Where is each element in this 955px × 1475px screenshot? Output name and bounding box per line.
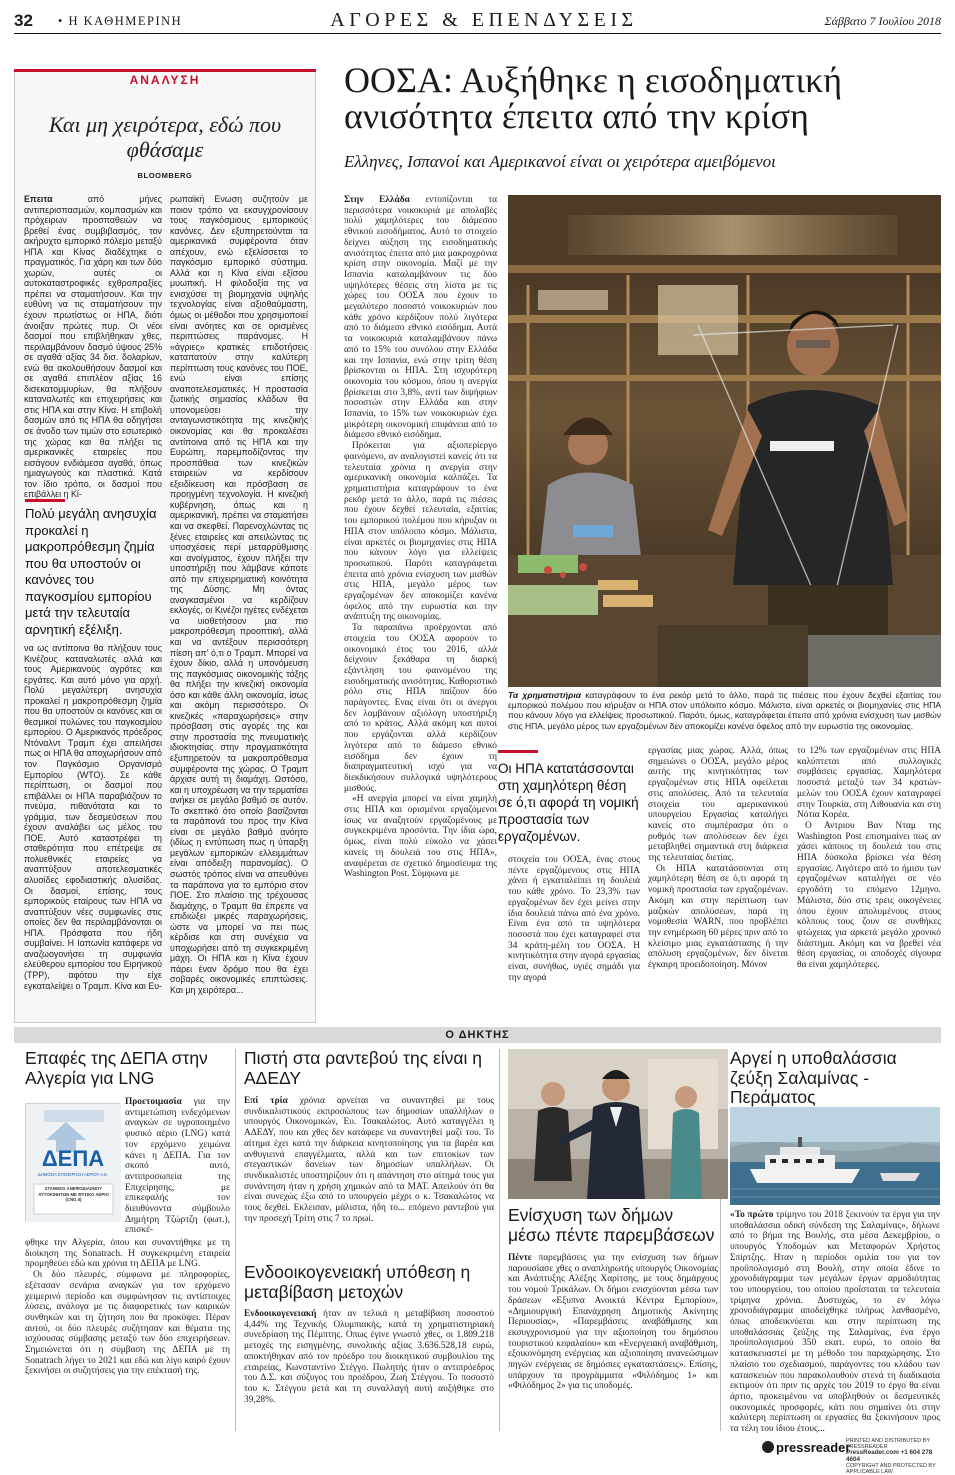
analysis-column-1b xyxy=(24,643,162,1017)
article-column-4-paragraph: το 12% των εργαζομένων στις ΗΠΑ καλύπτεται από συλλογικές συμβάσεις εργασίας. Χαμηλότερα ποσοστά μεταξύ των 34 κρατών-μελών του ΟΟΣΑ έχουν καταγραφεί στην Τουρκία, στη Λιθουανία και στη Νότια Κορέα. xyxy=(797,746,941,821)
depa-logo-text: ΔΕΠΑ xyxy=(41,1146,105,1171)
depa-headline: Επαφές της ΔΕΠΑ στην Αλγερία για LNG xyxy=(25,1048,208,1088)
analysis-lead-word: Επειτα xyxy=(24,194,53,204)
article-column-3-paragraph: Οι ΗΠΑ κατατάσσονται στη χαμηλότερη θέση σε ό,τι αφορά τη νομική προστασία των εργαζομένων. Ακόμη και στην περίπτωση των μαζικών απολύσεων, παρά τη νομοθεσία WARN, που προβλέπει την ενημέρωση 60 μέρες πριν από το κλείσιμο μιας εγκατάστασης ή την απόλυση εργαζομένων, δεν δίνεται έγκαιρη προειδοποίηση. Μόνον xyxy=(648,863,788,971)
depa-lead: Προετοιμασία xyxy=(125,1097,182,1107)
article-pullquote: Οι ΗΠΑ κατατάσσονται στη χαμηλότερη θέση σε ό,τι αφορά τη νομική προστασία των εργαζομένων. xyxy=(498,761,639,844)
salamina-text xyxy=(730,1210,940,1435)
pullquote-rule xyxy=(25,499,65,502)
analysis-source: BLOOMBERG xyxy=(137,171,193,180)
pressreader-notice: PRINTED AND DISTRIBUTED BY PRESSREADER PressReader.com +1 604 278 4604 COPYRIGHT AND PROTECTED BY APPLICABLE LAW xyxy=(846,1438,936,1475)
analysis-label: ΑΝΑΛΥΣΗ xyxy=(129,73,201,87)
dimoi-headline: Ενίσχυση των δήμων μέσω πέντε παρεμβάσεων xyxy=(508,1205,715,1245)
analysis-top-rule xyxy=(14,69,316,72)
article-column-3 xyxy=(648,746,788,1017)
dimoi-text xyxy=(508,1253,718,1431)
dimoi-body: παρεμβάσεις για την ενίσχυση των δήμων παρουσίασε χθες ο αναπληρωτής υπουργός Οικονομίας και Ανάπτυξης Αλέξης Χαρίτσης, με τους δημάρχους του νομού Τρικάλων. Οι δήμοι ενισχύονται μέσω των δράσεων «Εξυπνα Ανοικτά Κέντρα Εμπορίου», «Δημιουργική Επανάχρηση Δημοτικής Ακίνητης Περιουσίας», «Παρεμβάσεις αναβάθμισης και εκσυγχρονισμού για την αξιοποίηση του δημόσιου τουριστικού κεφαλαίου» και «Ενεργειακή αναβάθμιση, εξοικονόμηση ενέργειας και αξιοποίηση ανανεώσιμων πηγών ενέργειας σε δημόσιες εγκαταστάσεις». Επίσης, υπάρχουν τα προγράμματα «Φιλόδημος 1» και «Φιλόδημος 2» για τις υποδομές. xyxy=(508,1253,718,1392)
depa-text-column-b xyxy=(25,1238,230,1431)
adedy-text xyxy=(244,1096,494,1240)
adedy-lead: Επί τρία xyxy=(244,1096,288,1106)
depa-text-a: για την αντιμετώπιση ενδεχόμενων αναγκών σε υγροποιημένο φυσικό αέριο (LNG) κατά τον ερχόμενο χειμώνα κάνει η ΔΕΠΑ. Για τον σκοπό αυτό, αντιπροσωπεία της Επιχείρησης, με επικεφαλής τον διευθύνοντα σύμβουλο Δημήτρη Τζώρτζη (φωτ.), επισκέ- xyxy=(125,1097,230,1236)
newspaper-name: • Η ΚΑΘΗΜΕΡΙΝΗ xyxy=(58,14,183,28)
analysis-text-1: από μήνες αντιπερισπασμών, κομπασμών και πρόχειρων προσπαθειών να βρεθεί ένας συμβιβασμός, τον ακήρυχτο εμπορικό πόλεμο μεταξύ ΗΠΑ και Κίνας διαδέχτηκε ο πραγματικός. Για χάρη και των δύο χωρών, αυτές οι αυτοκαταστροφικές εχθροπραξίες πρέπει να σταματήσουν. Και την ευθύνη να τις σταματήσουν την έχουν πρωτίστως οι ΗΠΑ, διότι άνοιξαν πρώτες πυρ. Οι νέοι δασμοί που επιβλήθηκαν χθες, περιλαμβάνουν δασμό ύψους 25% σε αγαθά αξίας 34 δισ. δολαρίων, ενώ θα ακολουθήσουν δασμοί και σε αγαθά επιπλέον αξίας 16 δισεκατομμυρίων, θα πλήξουν καταναλωτές και επιχειρήσεις και στις ΗΠΑ και στην Κίνα. Η επιβολή δασμών από τις ΗΠΑ θα οδηγήσει σε άνοδο των τιμών στο εσωτερικό της χώρας και θα πλήξει τις αμερικανικές εταιρείες που εισάγουν ενδιάμεσα αγαθά, όπως ημιαγωγούς και πλαστικά. Κατά τον ίδιο τρόπο, οι δασμοί που επιβάλλει η Κί- xyxy=(24,194,162,500)
pressreader-logo: pressreader xyxy=(762,1440,850,1455)
caption-lead: Τα χρηματιστήρια xyxy=(508,690,581,700)
article-column-4 xyxy=(797,746,941,1017)
depa-station-text: ΣΤΑΘΜΟΣ ΑΝΕΦΟΔΙΑΣΜΟΥ ΑΥΤΟΚΙΝΗΤΩΝ ΜΕ ΦΥΣΙΚΟ ΑΕΡΙΟ (CNG II) xyxy=(38,1186,109,1203)
issue-date: Σάββατο 7 Ιουλίου 2018 xyxy=(824,14,941,28)
analysis-column-2 xyxy=(170,194,308,1017)
article-pullquote-rule xyxy=(498,750,538,753)
analysis-column-1 xyxy=(24,194,162,500)
depa-logo xyxy=(25,1103,120,1221)
metoxes-body: ήταν αν τελικά η μεταβίβαση ποσοστού 4,44% της Τεχνικής Ολυμπιακής, κατά τη χρηματιστηριακή συνεδρίαση της Πέμπτης. Οπως έγινε γνωστό χθες, οι 1.809.218 μετοχές της εισηγμένης, συνολικής αξίας 3.636.528,18 ευρώ, αποκτήθηκαν από τον πρόεδρο του διοικητικού συμβουλίου της εταιρείας, Κωνσταντίνο Στέγγο. Πωλητής ήταν ο αντιπρόεδρος του Δ.Σ. και σύζυγος του προέδρου, Ζωή Στέγγου. Το ποσοστό του κ. Στέγγου μετά και τη συναλλαγή αυτή αυξήθηκε στο 39,28%. xyxy=(244,1309,494,1405)
adedy-headline: Πιστή στα ραντεβού της είναι η ΑΔΕΔΥ xyxy=(244,1048,483,1088)
factory-worker-photo xyxy=(508,195,941,687)
dimoi-lead: Πέντε xyxy=(508,1253,532,1263)
analysis-pullquote: Πολύ μεγάλη ανησυχία προκαλεί η μακροπρόθεσμη ζημία που θα υποστούν οι κανόνες του παγκοσμίου εμπορίου μετά την τελευταία αρνητική εξέλιξη. xyxy=(25,506,157,637)
depa-column-b-paragraph: φθηκε την Αλγερία, όπου και συναντήθηκε με τη διοίκηση της Sonatrach. Η συγκεκριμένη εταιρεία προμηθεύει εδώ και χρόνια τη ΔΕΠΑ με LNG. xyxy=(25,1238,230,1270)
article-column-1-paragraph: Στην Ελλάδα εντοπίζονται τα περισσότερα νοικοκυριά με απολαβές πολύ χαμηλότερες του διάμεσου εθνικού εισοδήματος. Αυτό το στοιχείο δείχνει αύξηση της εισοδηματικής ανισότητας έπειτα από μια μακροχρόνια κρίση στην οικονομία. Μαζί με την Ισπανία καταλαμβάνουν τις δύο υψηλότερες θέσεις στη λίστα με τις χώρες του ΟΟΣΑ που έχουν το μεγαλύτερο ποσοστό νοικοκυριών που κάθε χρόνο κερδίζουν πολύ λιγότερα από το διάμεσο εθνικό εισόδημα. Αυτά τα νοικοκυριά καταλαμβάνουν πάνω από το 15% του συνόλου στην Ελλάδα και την Ισπανία, ενώ στην τρίτη θέση βρίσκονται οι ΗΠΑ. Στη ισχυρότερη οικονομία του κόσμου, όπου η ανεργία βρίσκεται στο 3,8%, αντί των διψήφιων ποσοστών στην Ελλάδα και στην Ισπανία, το 15% των νοικοκυριών έχει μικρότερη οικονομική επιφάνεια από το διάμεσο εθνικό εισόδημα. xyxy=(344,195,497,441)
article-subtitle: Ελληνες, Ισπανοί και Αμερικανοί είναι οι χειρότερα αμειβόμενοι xyxy=(344,152,776,171)
salamina-headline: Αργεί η υποθαλάσσια ζεύξη Σαλαμίνας - Περάματος xyxy=(730,1048,897,1107)
article-headline: ΟΟΣΑ: Αυξήθηκε η εισοδηματική ανισότητα έπειτα από την κρίση xyxy=(344,60,843,136)
minister-photo xyxy=(508,1049,728,1199)
masthead xyxy=(14,8,941,34)
depa-logo-sub: ΔΗΜΟΣΙΑ ΕΠΙΧΕΙΡΗΣΗ ΑΕΡΙΟΥ Α.Ε. xyxy=(37,1172,109,1177)
salamina-text-a: τρίμηνο του 2018 ξεκινούν τα έργα για την υποθαλάσσια οδική σύνδεση της Σαλαμίνας», δήλωνε από το βήμα της Βουλής, στα μέσα Δεκεμβρίου, ο υπουργός Υποδομών και Μεταφορών Χρήστος Σπίρτζης. Ηταν η περίοδοι ομιλία του για τον προϋπολογισμό στη Βουλή, στην xyxy=(730,1210,940,1274)
article-column-1-paragraph: Πρόκειται για αξιοπερίεργο φαινόμενο, αν αναλογιστεί κανείς ότι τα τελευταία χρόνια η ανεργία στην αμερικανική οικονομία καλπάζει. Τα χρηματιστήρια καταγράφουν το ένα ρεκόρ μετά το άλλο, παρά τις πιέσεις που έχουν δεχθεί τελευταία, εξαιτίας του εμπορικού πολέμου που κήρυξαν οι ΗΠΑ στον υπόλοιπο κόσμο. Μάλιστα, είναι αρκετές οι βιομηχανίες στις ΗΠΑ που κάνουν λόγο για ελλείψεις προσωπικού. Παρότι καταγράφεται έπειτα από χρόνια ενίσχυση των μισθών στις ΗΠΑ, μεγάλο μέρος των εργαζομένων δεν αποκομίζει κανένα όφελος από την ευρωστία και την ανάπτυξη της οικονομίας. xyxy=(344,441,497,623)
dikths-label: Ο ΔΗΚΤΗΣ xyxy=(445,1029,510,1041)
depa-text-column-a xyxy=(125,1097,230,1237)
metoxes-headline: Ενδοοικογενειακή υπόθεση η μεταβίβαση μετοχών xyxy=(244,1262,471,1302)
metoxes-lead: Ενδοοικογενειακή xyxy=(244,1309,317,1319)
article-column-2 xyxy=(508,855,640,1017)
article-column-1-lead: Στην Ελλάδα xyxy=(344,195,410,205)
salamina-lead: «Το πρώτο xyxy=(730,1210,774,1220)
analysis-text-1b: να ως αντίποινα θα πλήξουν τους Κινέζους καταναλωτές αλλά και τους Αμερικανούς αγρότες και εργάτες. Και αυτό μόνο για αρχή. Πολύ μεγαλύτερη ανησυχία προκαλεί η μακροπρόθεσμη ζημία που θα υποστούν οι κανόνες και οι θεσμικοί πυλώνες του παγκοσμίου εμπορίου. Ο Αμερικανός πρόεδρος Ντόναλντ Τραμπ έχει απειλήσει πως οι ΗΠΑ θα αποχωρήσουν από τον Παγκόσμιο Οργανισμό Εμπορίου (WTO). Σε κάθε περίπτωση, οι δασμοί που επιβάλλει οι ΗΠΑ παραβιάζουν το πνεύμα, πιθανότατα και το γράμμα, των δεσμεύσεων που έχουν αναλάβει ως μέλος του ΠΟΕ. Αυτό καταστρέφει τη σταθερότητα που επέτρεψε σε πολυεθνικές εταιρείες να αναπτύξουν αποτελεσματικές αλυσίδες εφοδιαστικής αλυσίδας. Οι δασμοί, επίσης, τους εμπορικούς εταίρους των ΗΠΑ να αναπτύξουν νέες συμφωνίες στις οποίες δεν θα περιλαμβάνονται οι ΗΠΑ. Πρόσφατα που ήδη συμβαίνει. Η Ιαπωνία κατάφερε να αναζωογονήσει τη συμφωνία ελεύθερου εμπορίου του Ειρηνικού (TPP), αφότου την είχε εγκαταλείψει ο Τραμπ. Κίνα και Ευ- xyxy=(24,643,163,991)
salamina-text-b: οποία έδινε το χρονοδιάγραμμα των μεγάλων έργων αρμοδιότητας του υπουργείου, του οποίου προΐσταται τα τελευταία τρίμηνα χρόνια. Δυστυχώς, το εν λόγω χρονοδιάγραμμα αποδείχθηκε πλήρως λανθασμένο, όπως αποδεικνύεται και στην περίπτωση της υποθαλάσσιας ζεύξης της Σαλαμίνας, ένα έργο προϋπολογισμού 350 εκατ. ευρώ, το οποίο θα κατασκευαστεί με τη μέθοδο του παραχώρησης. Στο πλαίσιο του σχεδιασμού, παράγοντες του κλάδου των κατασκευών που παρακολουθούν στενά τη διαδικασία εκτιμούν ότι πριν τις αρχές του 2019 το έργο θα είναι άρτιο, προκειμένου να υποβληθούν οι δεσμευτικές οικονομικές προσφορές, κάτι που σημαίνει ότι στην καλύτερη περίπτωση οι εργασίες θα ξεκινήσουν προς τα τέλη του ίδιου έτους... xyxy=(730,1263,940,1435)
ferry-photo xyxy=(730,1107,940,1205)
article-column-3-paragraph: εργασίας μιας χώρας. Αλλά, όπως σημειώνει ο ΟΟΣΑ, μεγάλο μέρος αυτής της κινητικότητας των εργαζομένων στις ΗΠΑ οφείλεται στις απολύσεις. Από τα τελευταία στοιχεία του αμερικανικού υπουργείου Εργασίας καταλήγει κανείς στο συμπέρασμα ότι ο ρυθμός των απολύσεων δεν έχει μεταβληθεί σημαντικά στη διάρκεια της τελευταίας διετίας. xyxy=(648,746,788,864)
article-column-1 xyxy=(344,195,497,1017)
pressreader-icon xyxy=(762,1441,774,1453)
column-divider xyxy=(499,1049,500,1431)
article-column-1-paragraph: Τα παραπάνω προέρχονται από στοιχεία του ΟΟΣΑ αφορούν το οικονομικό έτος του 2016, αλλά δείχνουν ξεκάθαρα τη διαρκή εξάντληση του φαινομένου της εισοδηματικής ανισότητας. Καθοριστικό ρόλο στις ΗΠΑ παίζουν δύο παράγοντες. Ενας είναι ότι οι άνεργοι δεν λαμβάνουν αξιόλογη υποστήριξη από το κράτος. Αλλά ακόμη και αυτοί που εργάζονται αλλά κερδίζουν λιγότερα από το διάμεσο εθνικό εισόδημα δεν έχουν τη διαπραγματευτική ισχύ για να διεκδικήσουν συλλογικά υψηλότερους μισθούς. xyxy=(344,623,497,794)
page-number: 32 xyxy=(14,11,33,30)
article-column-4-paragraph: Ο Αντριου Βαν Νταμ της Washington Post επισημαίνει πως αν χάσει κάποιος τη δουλειά του στις ΗΠΑ δύσκολα βρίσκει νέα θέση εργασίας. Λιγότερο από το ήμισυ των εργαζομένων καταλήγει σε νέο εργοδότη το επόμενο 12μηνο. Μάλιστα, δύο στις τρεις οικογένειες όπου έχουν απολυμένους στους κόλπους τους ζουν σε συνθήκες φτώχειας για αρκετά μεγάλο χρονικό διάστημα. Ακόμη και να βρεθεί νέα θέση εργασίας, οι αποδοχές σίγουρα θα είναι χαμηλότερες. xyxy=(797,820,941,971)
depa-column-b-paragraph: Οι δύο πλευρές, σύμφωνα με πληροφορίες, εξέτασαν σενάρια αναγκών για τον ερχόμενο χειμερινό περίοδο και συμφώνησαν τις αντίστοιχες λύσεις, ανάλογα με τις διαφορετικές των καιρικών συνθηκών και τη ζήτηση που θα προκύψει. Πέραν αυτού, οι δύο πλευρές συζήτησαν και θέματα της ισχύουσας σύμβασης μεταξύ των δύο επιχειρήσεων. Σημειώνεται ότι η σύμβαση της ΔΕΠΑ με τη Sonatrach λήγει το 2021 και εδώ και λίγο καιρό έχουν ξεκινήσει οι συζητήσεις για την επέκτασή της. xyxy=(25,1270,230,1377)
analysis-headline: Και μη χειρότερα, εδώ που φθάσαμε xyxy=(48,112,282,162)
column-divider xyxy=(235,1049,236,1431)
section-title: ΑΓΟΡΕΣ & ΕΠΕΝΔΥΣΕΙΣ xyxy=(330,9,638,31)
analysis-text-2: ρωπαϊκή Ενωση συζητούν με ποιον τρόπο να εκσυγχρονίσουν τους παγκόσμιους εμπορικούς κανόνες. Δεν εξυπηρετούνται τα αμερικανικά συμφέροντα όταν απέχουν, ενώ εξελίσσεται το παγκόσμιο εμπορικό σύστημα. Αλλά και η Κίνα είναι εξίσου μυωπική. Η φιλοδοξία της να ενισχύσει τη βιομηχανία υψηλής τεχνολογίας είναι αξιοθαύμαστη, όμως οι μέθοδοι που χρησιμοποιεί είναι ανόητες και σε ορισμένες περιπτώσεις παράνομες. Η «άγριες» κρατικές επιδοτήσεις καταπατούν στην καλύτερη περίπτωση τους κανόνες του ΠΟΕ, ενώ είναι επίσης αναποτελεσματικές. Η προστασία ζωτικής σημασίας κλάδων θα υπονομεύσει την ανταγωνιστικότητα της κινεζικής οικονομίας και θα προκαλέσει αντίποινα από τις ΗΠΑ και την Ευρώπη, παρεμποδίζοντας την προσπάθεια των κινεζικών εταιρειών να κερδίσουν εξειδίκευση και πρόσβαση σε προηγμένη τεχνολογία. Η κινεζική κυβέρνηση, όπως και η αμερικανική, πρέπει να σταματήσει και να σκεφθεί. Παρενοχλώντας τις ξένες εταιρείες και απειλώντας τις υποσχέσεις περί μεταρρύθμισης και ανοίγματος, έχουν πλήξει την υποστήριξη που λάμβανε κάποτε από την επιχειρηματική κοινότητα της Δύσης. Μη όντας αναγκασμένοι να κερδίζουν εκλογές, οι Κινέζοι ηγέτες ενδέχεται να υιοθετήσουν μια πιο μακροπρόθεσμη προοπτική, αλλά και να αντέξουν περισσότερη πίεση απ' ό,τι ο Τραμπ. Μπορεί να έχουν δίκιο, αλλά η υπονόμευση της παγκόσμιας οικονομικής τάξης θα πλήξει την κινεζική οικονομία όσο και κάθε άλλη οικονομία, ίσως και ακόμη περισσότερο. Οι κινεζικές «παραχωρήσεις» στην πρόσβαση στις αγορές της και στην προστασία της πνευματικής ιδιοκτησίας στην πραγματικότητα εξυπηρετούν τα μακροπρόθεσμα συμφέροντα της χώρας. Ο Τραμπ άρχισε αυτή τη διαμάχη. Ωστόσο, και η υποχρέωση να την τερματίσει ανήκει σε μεγάλο βαθμό σε αυτόν. Το σκεπτικό ότο οποίο βασίζονται τα παράπονά του προς την Κίνα είναι σε μεγάλο βαθμό ανόητο (ιδίως η εντύπωση πως η ύπαρξη μεγάλων εμπορικών ελλειμμάτων είναι απόδειξη παρανομίας). Ο σωστός τρόπος είναι να απευθύνει τα παράπονα για το εμπόριο στον ΠΟΕ. Στο πλαίσιο της τρέχουσας διαμάχης, ο Τραμπ θα έπρεπε να επιδιώξει μικρές παραχωρήσεις, ώστε να μπορεί να πει πως κέρδισε και στη συνέχεια να υποχωρήσει από τη συγκεκριμένη μάχη. Οι ΗΠΑ και η Κίνα έχουν πάρει έναν δρόμο που θα έχει σοβαρές οικονομικές επιπτώσεις. Και μη χειρότερα... xyxy=(170,194,308,996)
photo-caption xyxy=(508,690,941,731)
article-text-2: στοιχεία του ΟΟΣΑ, ένας στους πέντε εργαζόμενους στις ΗΠΑ χάνει ή εγκαταλείπει τη δουλειά του κάθε χρόνο. Το 23,3% των εργαζομένων δεν έχει μείνει στην ίδια δουλειά πάνω από ένα χρόνο. Είναι ένα από τα υψηλότερα ποσοστά που έχει καταγραφεί στα 34 κράτη-μέλη του ΟΟΣΑ. Η κινητικότητα στην αγορά εργασίας είναι, συνήθως, υγιές σημάδι για την αγορά xyxy=(508,855,640,983)
caption-text: καταγράφουν το ένα ρεκόρ μετά το άλλο, παρά τις πιέσεις που έχουν δεχθεί εξαιτίας του εμπορικού πολέμου που κήρυξαν οι ΗΠΑ στον υπόλοιπο κόσμο. Μάλιστα, είναι αρκετές οι βιομηχανίες στις ΗΠΑ που κάνουν λόγο για ελλείψεις προσωπικού. Παρότι, όμως, καταγράφεται έπειτα από χρόνια ενίσχυση των μισθών στις ΗΠΑ, μεγάλο μέρος των εργαζομένων δεν αποκομίζει κανένα όφελος από την ευρωστία της οικονομίας. xyxy=(508,690,941,731)
article-column-1-paragraph: «Η ανεργία μπορεί να είναι χαμηλή στις ΗΠΑ και ορισμένοι εργαζόμενοι ίσως να αναζητούν εργαζομένους με συγκεκριμένα προσόντα. Την ίδια ώρα, όμως, είναι πολύ εύκολο να χάσει κανείς τη δουλειά του στις ΗΠΑ», αναφέρεται σε σχετικό δημοσίευμα της Washington Post. Σύμφωνα με xyxy=(344,794,497,880)
metoxes-text xyxy=(244,1309,494,1431)
adedy-body: χρόνια αρνείται να συναντηθεί με τους συνδικαλιστικούς εκπροσώπους των δημοσίων υπαλλήλων ο υπουργός Οικονομικών, Ευ. Τσακαλώτος. Αυτό καταγγέλει η ΑΔΕΔΥ, που και χθες δεν κατάφερε να συναντηθεί μαζί του. Το αίτημα έχει κατά την διάρκεια κινητοποίησης για τα βαρέα και ανθυγιεινά επαγγέλματα, αλλά και των επιτοκίων των στεγαστικών δανείων των δημοσίων υπαλλήλων. Οι συνδικαλιστές υποστηρίζουν ότι η απάντηση στο αίτημά τους για συνάντηση ήταν η χρήση χημικών από τα ΜΑΤ. Απειλούν ότι θα είναι συνεχώς έξω από το υπουργείο μέχρι ο κ. Τσακαλώτος να τους δεχθεί. Εκλεισαν, μάλιστα, ήδη το... επόμενο ραντεβού για την προσεχή Τρίτη στις 7 το πρωί. xyxy=(244,1096,494,1224)
